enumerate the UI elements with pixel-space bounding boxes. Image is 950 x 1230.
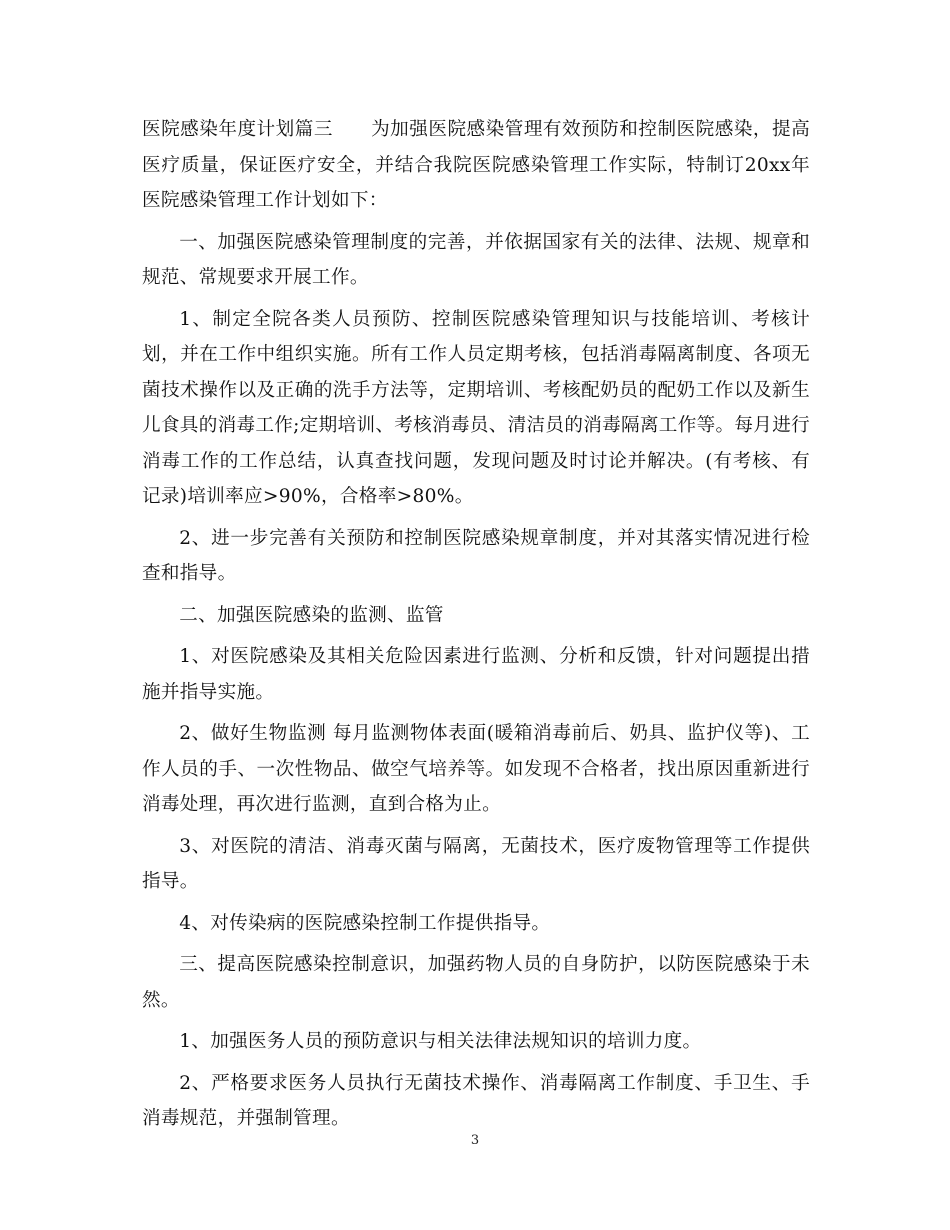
paragraph-section-1-item-1: 1、制定全院各类人员预防、控制医院感染管理知识与技能培训、考核计划，并在工作中组织实施。所有工作人员定期考核，包括消毒隔离制度、各项无菌技术操作以及正确的洗手方法等，定期培训、考核配奶员的配奶工作以及新生儿食具的消毒工作;定期培训、考核消毒员、清洁员的消毒隔离工作等。每月进行消毒工作的工作总结，认真查找问题，发现问题及时讨论并解决。(有考核、有记录)培训率应>90%，合格率>80%。 xyxy=(142,308,810,507)
document-body xyxy=(142,112,810,1137)
paragraph-section-2-item-2: 2、做好生物监测 每月监测物体表面(暖箱消毒前后、奶具、监护仪等)、工作人员的手、一次性物品、做空气培养等。如发现不合格者，找出原因重新进行消毒处理，再次进行监测，直到合格为止。 xyxy=(142,723,810,815)
paragraph-section-2-item-4: 4、对传染病的医院感染控制工作提供指导。 xyxy=(179,912,551,934)
paragraph-section-3-heading: 三、提高医院感染控制意识，加强药物人员的自身防护，以防医院感染于未然。 xyxy=(142,954,810,1011)
paragraph-section-1-item-2: 2、进一步完善有关预防和控制医院感染规章制度，并对其落实情况进行检查和指导。 xyxy=(142,527,810,584)
paragraph-intro: 医院感染年度计划篇三 为加强医院感染管理有效预防和控制医院感染，提高医疗质量，保证医疗安全，并结合我院医院感染管理工作实际，特制订20xx年医院感染管理工作计划如下： xyxy=(142,119,810,211)
paragraph-section-3-item-1: 1、加强医务人员的预防意识与相关法律法规知识的培训力度。 xyxy=(179,1031,702,1052)
paragraph-section-2-heading: 二、加强医院感染的监测、监管 xyxy=(179,604,444,626)
paragraph-section-2-item-3: 3、对医院的清洁、消毒灭菌与隔离，无菌技术，医疗废物管理等工作提供指导。 xyxy=(142,835,810,892)
paragraph-section-1-heading: 一、加强医院感染管理制度的完善，并依据国家有关的法律、法规、规章和规范、常规要求开展工作。 xyxy=(142,231,810,288)
paragraph-section-2-item-1: 1、对医院感染及其相关危险因素进行监测、分析和反馈，针对问题提出措施并指导实施。 xyxy=(142,646,810,703)
paragraph-section-3-item-2: 2、严格要求医务人员执行无菌技术操作、消毒隔离工作制度、手卫生、手消毒规范，并强制管理。 xyxy=(142,1072,810,1129)
page-number: 3 xyxy=(470,1133,480,1148)
